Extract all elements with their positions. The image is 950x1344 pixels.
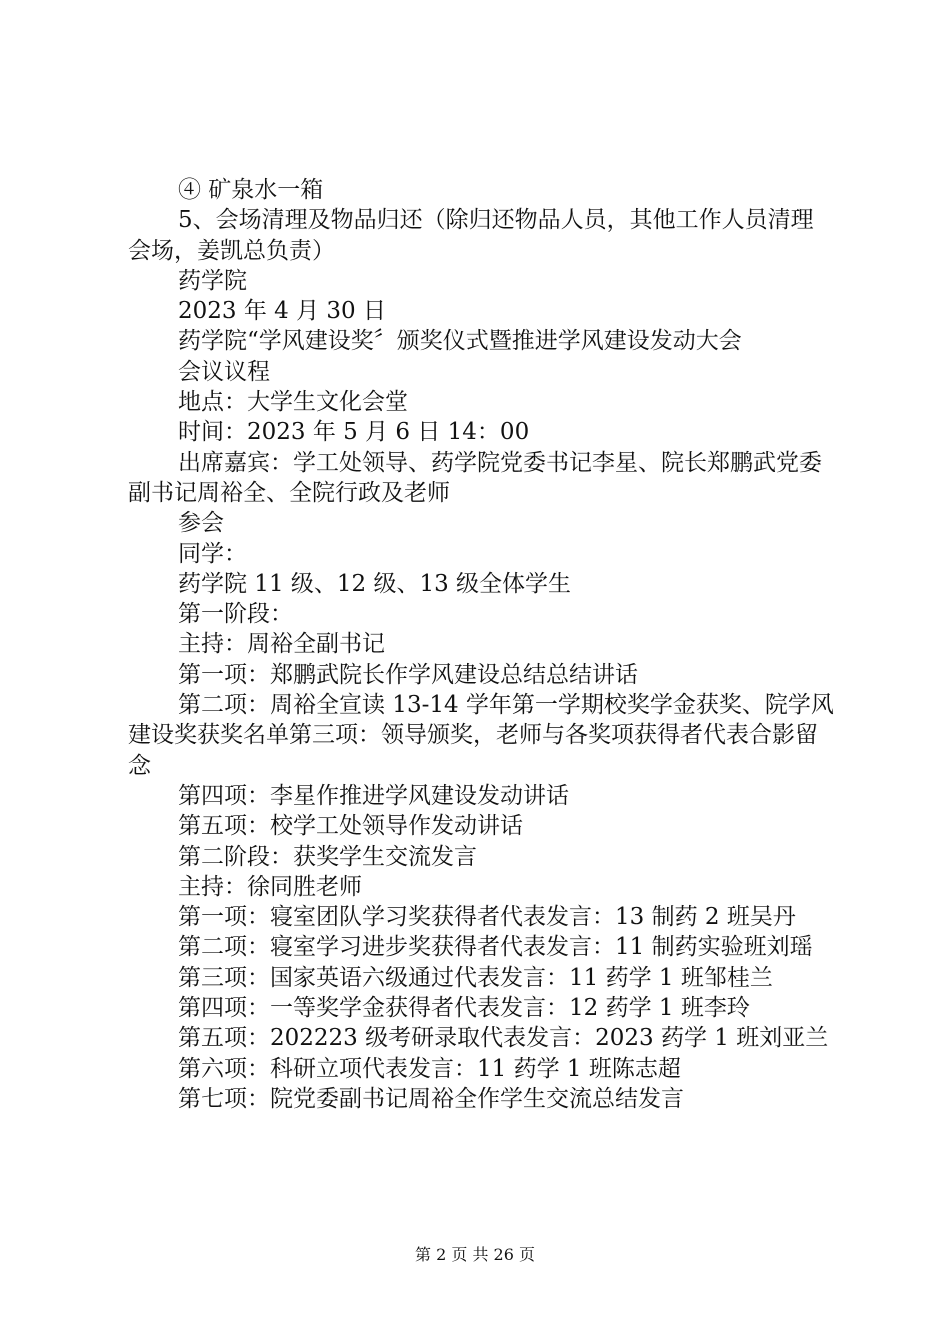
paragraph: 第一项：寝室团队学习奖获得者代表发言：13 制药 2 班吴丹 [178, 904, 796, 931]
paragraph: 第七项：院党委副书记周裕全作学生交流总结发言 [178, 1085, 684, 1112]
paragraph: 主持：徐同胜老师 [178, 873, 362, 900]
paragraph: 2023 年 4 月 30 日 [178, 298, 386, 325]
paragraph: 药学院“学风建设奖〞颁奖仪式暨推进学风建设发动大会 [178, 328, 742, 355]
paragraph: 会议议程 [178, 358, 270, 385]
paragraph: 第二阶段：获奖学生交流发言 [178, 843, 477, 870]
paragraph: 参会 [178, 510, 224, 537]
paragraph: 5、会场清理及物品归还（除归还物品人员，其他工作人员清理会场，姜凯总负责） [128, 207, 814, 264]
paragraph: 第五项：202223 级考研录取代表发言：2023 药学 1 班刘亚兰 [178, 1025, 829, 1052]
paragraph: 地点：大学生文化会堂 [178, 389, 408, 416]
paragraph: 主持：周裕全副书记 [178, 631, 385, 658]
paragraph: ④ 矿泉水一箱 [178, 177, 324, 203]
paragraph: 第四项：李星作推进学风建设发动讲话 [178, 782, 569, 809]
paragraph: 第二项：寝室学习进步奖获得者代表发言：11 制药实验班刘瑶 [178, 934, 813, 961]
paragraph: 药学院 [178, 267, 247, 294]
paragraph: 时间：2023 年 5 月 6 日 14：00 [178, 419, 530, 446]
paragraph: 同学： [178, 540, 247, 567]
paragraph: 第六项：科研立项代表发言：11 药学 1 班陈志超 [178, 1055, 681, 1082]
paragraph: 出席嘉宾：学工处领导、药学院党委书记李星、院长郑鹏武党委副书记周裕全、全院行政及老师 [128, 449, 822, 506]
paragraph: 第五项：校学工处领导作发动讲话 [178, 813, 523, 840]
paragraph: 药学院 11 级、12 级、13 级全体学生 [178, 570, 572, 597]
paragraph: 第三项：国家英语六级通过代表发言：11 药学 1 班邹桂兰 [178, 964, 773, 991]
paragraph: 第一阶段： [178, 601, 293, 628]
paragraph: 第一项：郑鹏武院长作学风建设总结总结讲话 [178, 661, 638, 688]
paragraph: 第四项：一等奖学金获得者代表发言：12 药学 1 班李玲 [178, 995, 750, 1022]
page-number-footer: 第 2 页 共 26 页 [415, 1245, 535, 1264]
document-body [128, 175, 834, 1114]
paragraph: 第二项：周裕全宣读 13-14 学年第一学期校奖学金获奖、院学风建设奖获奖名单第三项：领导颁奖，老师与各奖项获得者代表合影留念 [128, 692, 834, 779]
